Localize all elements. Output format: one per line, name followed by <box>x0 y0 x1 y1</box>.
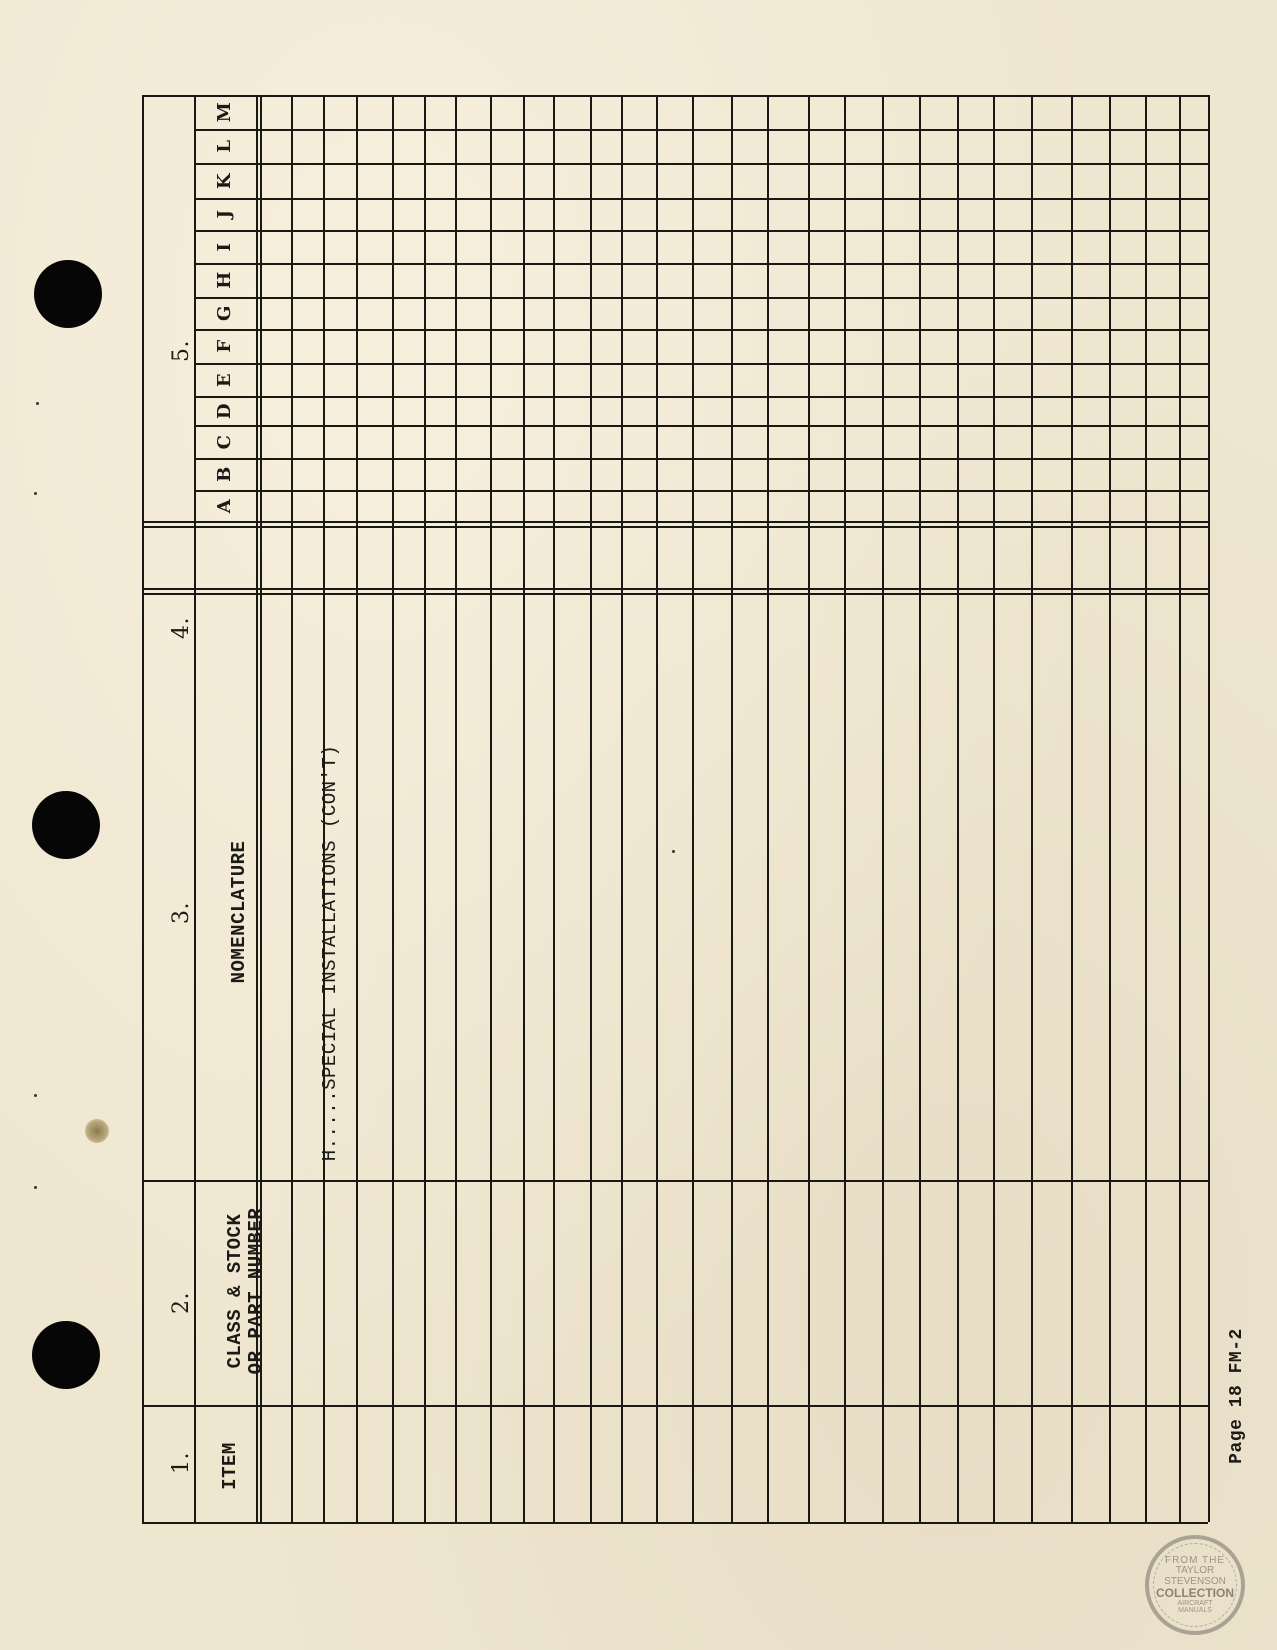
grid-horizontal-line <box>194 297 1208 299</box>
subcolumn-l-label: L <box>214 139 235 153</box>
column-3-header: NOMENCLATURE <box>228 840 250 984</box>
column-2-number: 2. <box>169 1292 194 1314</box>
subcolumn-i-label: I <box>214 242 235 251</box>
grid-vertical-line <box>490 95 492 1522</box>
grid-horizontal-line <box>194 363 1208 365</box>
grid-vertical-line <box>590 95 592 1522</box>
grid-vertical-line <box>1071 95 1073 1522</box>
grid-vertical-line <box>523 95 525 1522</box>
grid-vertical-line <box>957 95 959 1522</box>
stamp-line-5: AIRCRAFT <box>1177 1599 1213 1607</box>
column-2-header-line2: OR PART NUMBER <box>245 1207 267 1375</box>
subcolumn-g-label: G <box>214 305 235 321</box>
subcolumn-a-label: A <box>214 498 235 513</box>
grid-horizontal-line <box>194 163 1208 165</box>
grid-vertical-line <box>1145 95 1147 1522</box>
grid-horizontal-line <box>194 129 1208 131</box>
grid-horizontal-line <box>142 1180 1208 1182</box>
grid-vertical-line <box>291 95 293 1522</box>
subcolumn-c-label: C <box>214 434 235 449</box>
page-label: Page 18 FM-2 <box>1227 1328 1247 1464</box>
grid-vertical-line <box>621 95 623 1522</box>
subcolumn-d-label: D <box>214 402 235 419</box>
collection-stamp <box>1145 1535 1245 1635</box>
grid-vertical-line <box>882 95 884 1522</box>
column-4-number: 4. <box>169 617 194 639</box>
grid-vertical-line <box>553 95 555 1522</box>
column-1-header: ITEM <box>219 1442 241 1490</box>
grid-horizontal-line <box>142 1405 1208 1407</box>
stamp-line-6: MANUALS <box>1178 1607 1212 1615</box>
grid-horizontal-line <box>142 526 1208 528</box>
entry-nomenclature: H.....SPECIAL INSTALLATIONS (CON'T) <box>319 744 341 1162</box>
subcolumn-f-label: F <box>214 339 235 353</box>
stamp-line-2: TAYLOR <box>1175 1565 1215 1577</box>
grid-vertical-line <box>731 95 733 1522</box>
grid-horizontal-line <box>194 263 1208 265</box>
grid-horizontal-line <box>142 593 1208 595</box>
grid-horizontal-line <box>194 329 1208 331</box>
grid-horizontal-line <box>142 95 1208 97</box>
column-3-number: 3. <box>169 902 194 924</box>
column-5-number: 5. <box>169 340 194 362</box>
grid-horizontal-line <box>194 458 1208 460</box>
grid-horizontal-line <box>194 230 1208 232</box>
grid-vertical-line <box>808 95 810 1522</box>
grid-horizontal-line <box>194 425 1208 427</box>
stamp-line-3: STEVENSON <box>1164 1575 1226 1587</box>
grid-horizontal-line <box>142 521 1208 523</box>
grid-vertical-line <box>356 95 358 1522</box>
grid-horizontal-line <box>142 1522 1208 1524</box>
grid-vertical-line <box>767 95 769 1522</box>
grid-vertical-line <box>1109 95 1111 1522</box>
grid-vertical-line <box>993 95 995 1522</box>
column-1-number: 1. <box>169 1452 194 1474</box>
subcolumn-j-label: J <box>214 209 235 219</box>
grid-vertical-line <box>919 95 921 1522</box>
grid-vertical-line <box>844 95 846 1522</box>
grid-vertical-line <box>1208 95 1210 1522</box>
grid-vertical-line <box>656 95 658 1522</box>
subcolumn-b-label: B <box>214 466 235 482</box>
subcolumn-m-label: M <box>214 101 235 123</box>
subcolumn-h-label: H <box>214 271 235 289</box>
grid-vertical-line <box>455 95 457 1522</box>
grid-horizontal-line <box>194 396 1208 398</box>
grid-horizontal-line <box>142 588 1208 590</box>
grid-horizontal-line <box>194 490 1208 492</box>
subcolumn-e-label: E <box>214 372 235 387</box>
grid-vertical-line <box>692 95 694 1522</box>
grid-vertical-line <box>424 95 426 1522</box>
grid-vertical-line <box>142 95 144 1522</box>
grid-vertical-line <box>392 95 394 1522</box>
subcolumn-k-label: K <box>214 172 235 189</box>
stamp-line-1: FROM THE <box>1164 1554 1226 1566</box>
grid-vertical-line <box>1031 95 1033 1522</box>
stamp-line-4: COLLECTION <box>1156 1586 1234 1601</box>
grid-horizontal-line <box>194 198 1208 200</box>
column-2-header-line1: CLASS & STOCK <box>224 1213 246 1369</box>
grid-vertical-line <box>1179 95 1181 1522</box>
